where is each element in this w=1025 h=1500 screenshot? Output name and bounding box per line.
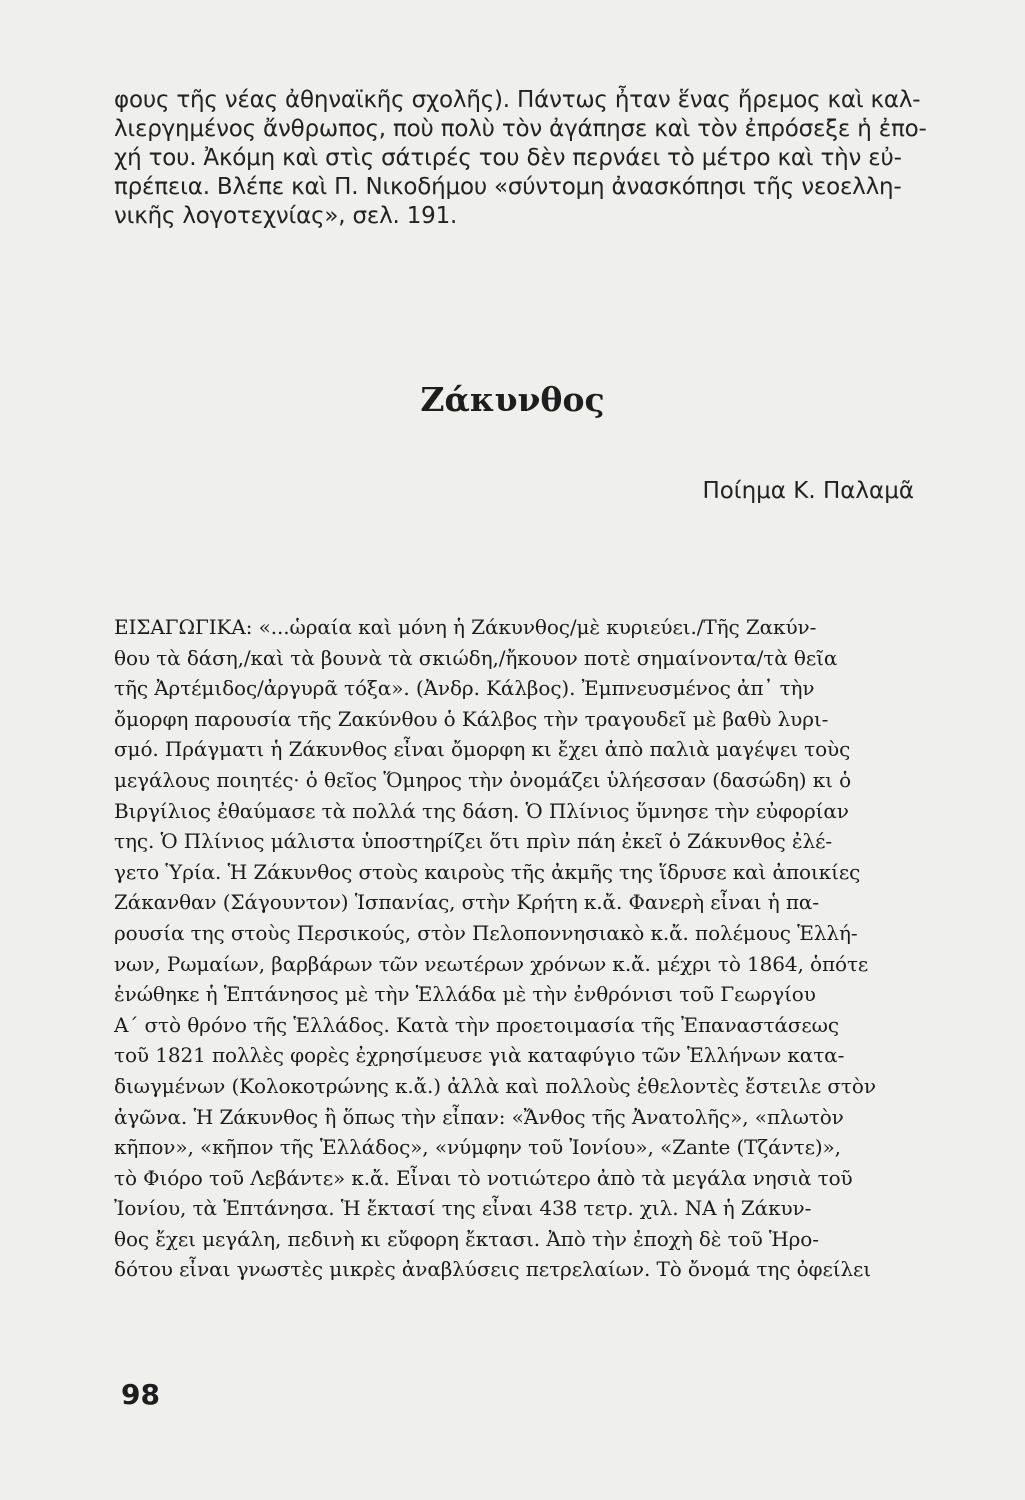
body-text — [114, 612, 924, 1285]
body-line: ὄμορφη παρουσία τῆς Ζακύνθου ὁ Κάλβος τὴν τραγουδεῖ μὲ βαθὺ λυρι- — [114, 706, 829, 731]
body-line: τοῦ 1821 πολλὲς φορὲς ἐχρησίμευσε γιὰ καταφύγιο τῶν Ἑλλήνων κατα- — [114, 1043, 845, 1068]
body-line: θου τὰ δάση,/καὶ τὰ βουνὰ τὰ σκιώδη,/ἤκουον ποτὲ σημαίνοντα/τὰ θεῖα — [114, 645, 838, 670]
body-line: Ἰονίου, τὰ Ἑπτάνησα. Ἡ ἔκτασί της εἶναι 438 τετρ. χιλ. ΝΑ ἡ Ζάκυν- — [114, 1196, 812, 1221]
footnote-line: χή του. Ἀκόμη καὶ στὶς σάτιρές του δὲν περνάει τὸ μέτρο καὶ τὴν εὐ- — [114, 145, 902, 171]
body-line: Ζάκανθαν (Σάγουντον) Ἱσπανίας, στὴν Κρήτη κ.ἄ. Φανερὴ εἶναι ἡ πα- — [114, 890, 819, 915]
body-line: ΕΙΣΑΓΩΓΙΚΑ: «...ὡραία καὶ μόνη ἡ Ζάκυνθος/μὲ κυριεύει./Τῆς Ζακύν- — [114, 615, 817, 639]
body-line: δότου εἶναι γνωστὲς μικρὲς ἀναβλύσεις πετρελαίων. Τὸ ὄνομά της ὀφείλει — [114, 1257, 872, 1282]
footnote-text — [114, 86, 927, 231]
body-line: της. Ὁ Πλίνιος μάλιστα ὑποστηρίζει ὅτι πρὶν πάη ἐκεῖ ὁ Ζάκυνθος ἐλέ- — [114, 829, 833, 854]
body-line: νων, Ρωμαίων, βαρβάρων τῶν νεωτέρων χρόνων κ.ἄ. μέχρι τὸ 1864, ὁπότε — [114, 951, 869, 976]
footnote-line: φους τῆς νέας ἀθηναϊκῆς σχολῆς). Πάντως ἦταν ἕνας ἤρεμος καὶ καλ- — [114, 87, 921, 113]
body-line: θος ἔχει μεγάλη, πεδινὴ κι εὔφορη ἔκτασι. Ἀπὸ τὴν ἐποχὴ δὲ τοῦ Ἡρο- — [114, 1226, 819, 1251]
body-line: μεγάλους ποιητές· ὁ θεῖος Ὅμηρος τὴν ὀνομάζει ὑλήεσσαν (δασώδη) κι ὁ — [114, 767, 852, 792]
body-line: σμό. Πράγματι ἡ Ζάκυνθος εἶναι ὄμορφη κι ἔχει ἀπὸ παλιὰ μαγέψει τοὺς — [114, 737, 851, 762]
body-line: τὸ Φιόρο τοῦ Λεβάντε» κ.ἄ. Εἶναι τὸ νοτιώτερο ἀπὸ τὰ μεγάλα νησιὰ τοῦ — [114, 1165, 853, 1190]
body-line: ρουσία της στοὺς Περσικούς, στὸν Πελοποννησιακὸ κ.ἄ. πολέμους Ἑλλή- — [114, 920, 858, 945]
footnote-line: λιεργημένος ἄνθρωπος, ποὺ πολὺ τὸν ἀγάπησε καὶ τὸν ἐπρόσεξε ἡ ἐπο- — [114, 116, 927, 142]
body-line: γετο Ὑρία. Ἡ Ζάκυνθος στοὺς καιροὺς τῆς ἀκμῆς της ἵδρυσε καὶ ἀποικίες — [114, 859, 861, 884]
body-line: κῆπον», «κῆπον τῆς Ἑλλάδος», «νύμφην τοῦ Ἰονίου», «Zante (Τζάντε)», — [114, 1135, 841, 1160]
chapter-subtitle: Ποίημα Κ. Παλαμᾶ — [702, 478, 914, 504]
body-line: ἑνώθηκε ἡ Ἑπτάνησος μὲ τὴν Ἑλλάδα μὲ τὴν ἐνθρόνισι τοῦ Γεωργίου — [114, 982, 816, 1007]
body-line: Βιργίλιος ἐθαύμασε τὰ πολλά της δάση. Ὁ Πλίνιος ὕμνησε τὴν εὐφορίαν — [114, 798, 849, 823]
body-line: τῆς Ἀρτέμιδος/ἀργυρᾶ τόξα». (Ἀνδρ. Κάλβος). Ἐμπνευσμένος ἀπ᾽ τὴν — [114, 676, 815, 701]
footnote-line: πρέπεια. Βλέπε καὶ Π. Νικοδήμου «σύντομη ἀνασκόπησι τῆς νεοελλη- — [114, 174, 902, 200]
body-line: διωγμένων (Κολοκοτρώνης κ.ἄ.) ἀλλὰ καὶ πολλοὺς ἐθελοντὲς ἔστειλε στὸν — [114, 1073, 876, 1098]
body-line: Α΄ στὸ θρόνο τῆς Ἑλλάδος. Κατὰ τὴν προετοιμασία τῆς Ἐπαναστάσεως — [114, 1012, 839, 1037]
footnote-line: νικῆς λογοτεχνίας», σελ. 191. — [114, 203, 458, 229]
body-line: ἀγῶνα. Ἡ Ζάκυνθος ἢ ὅπως τὴν εἶπαν: «Ἄνθος τῆς Ἀνατολῆς», «πλωτὸν — [114, 1104, 844, 1129]
chapter-title: Ζάκυνθος — [420, 380, 605, 419]
page-number: 98 — [121, 1378, 160, 1411]
